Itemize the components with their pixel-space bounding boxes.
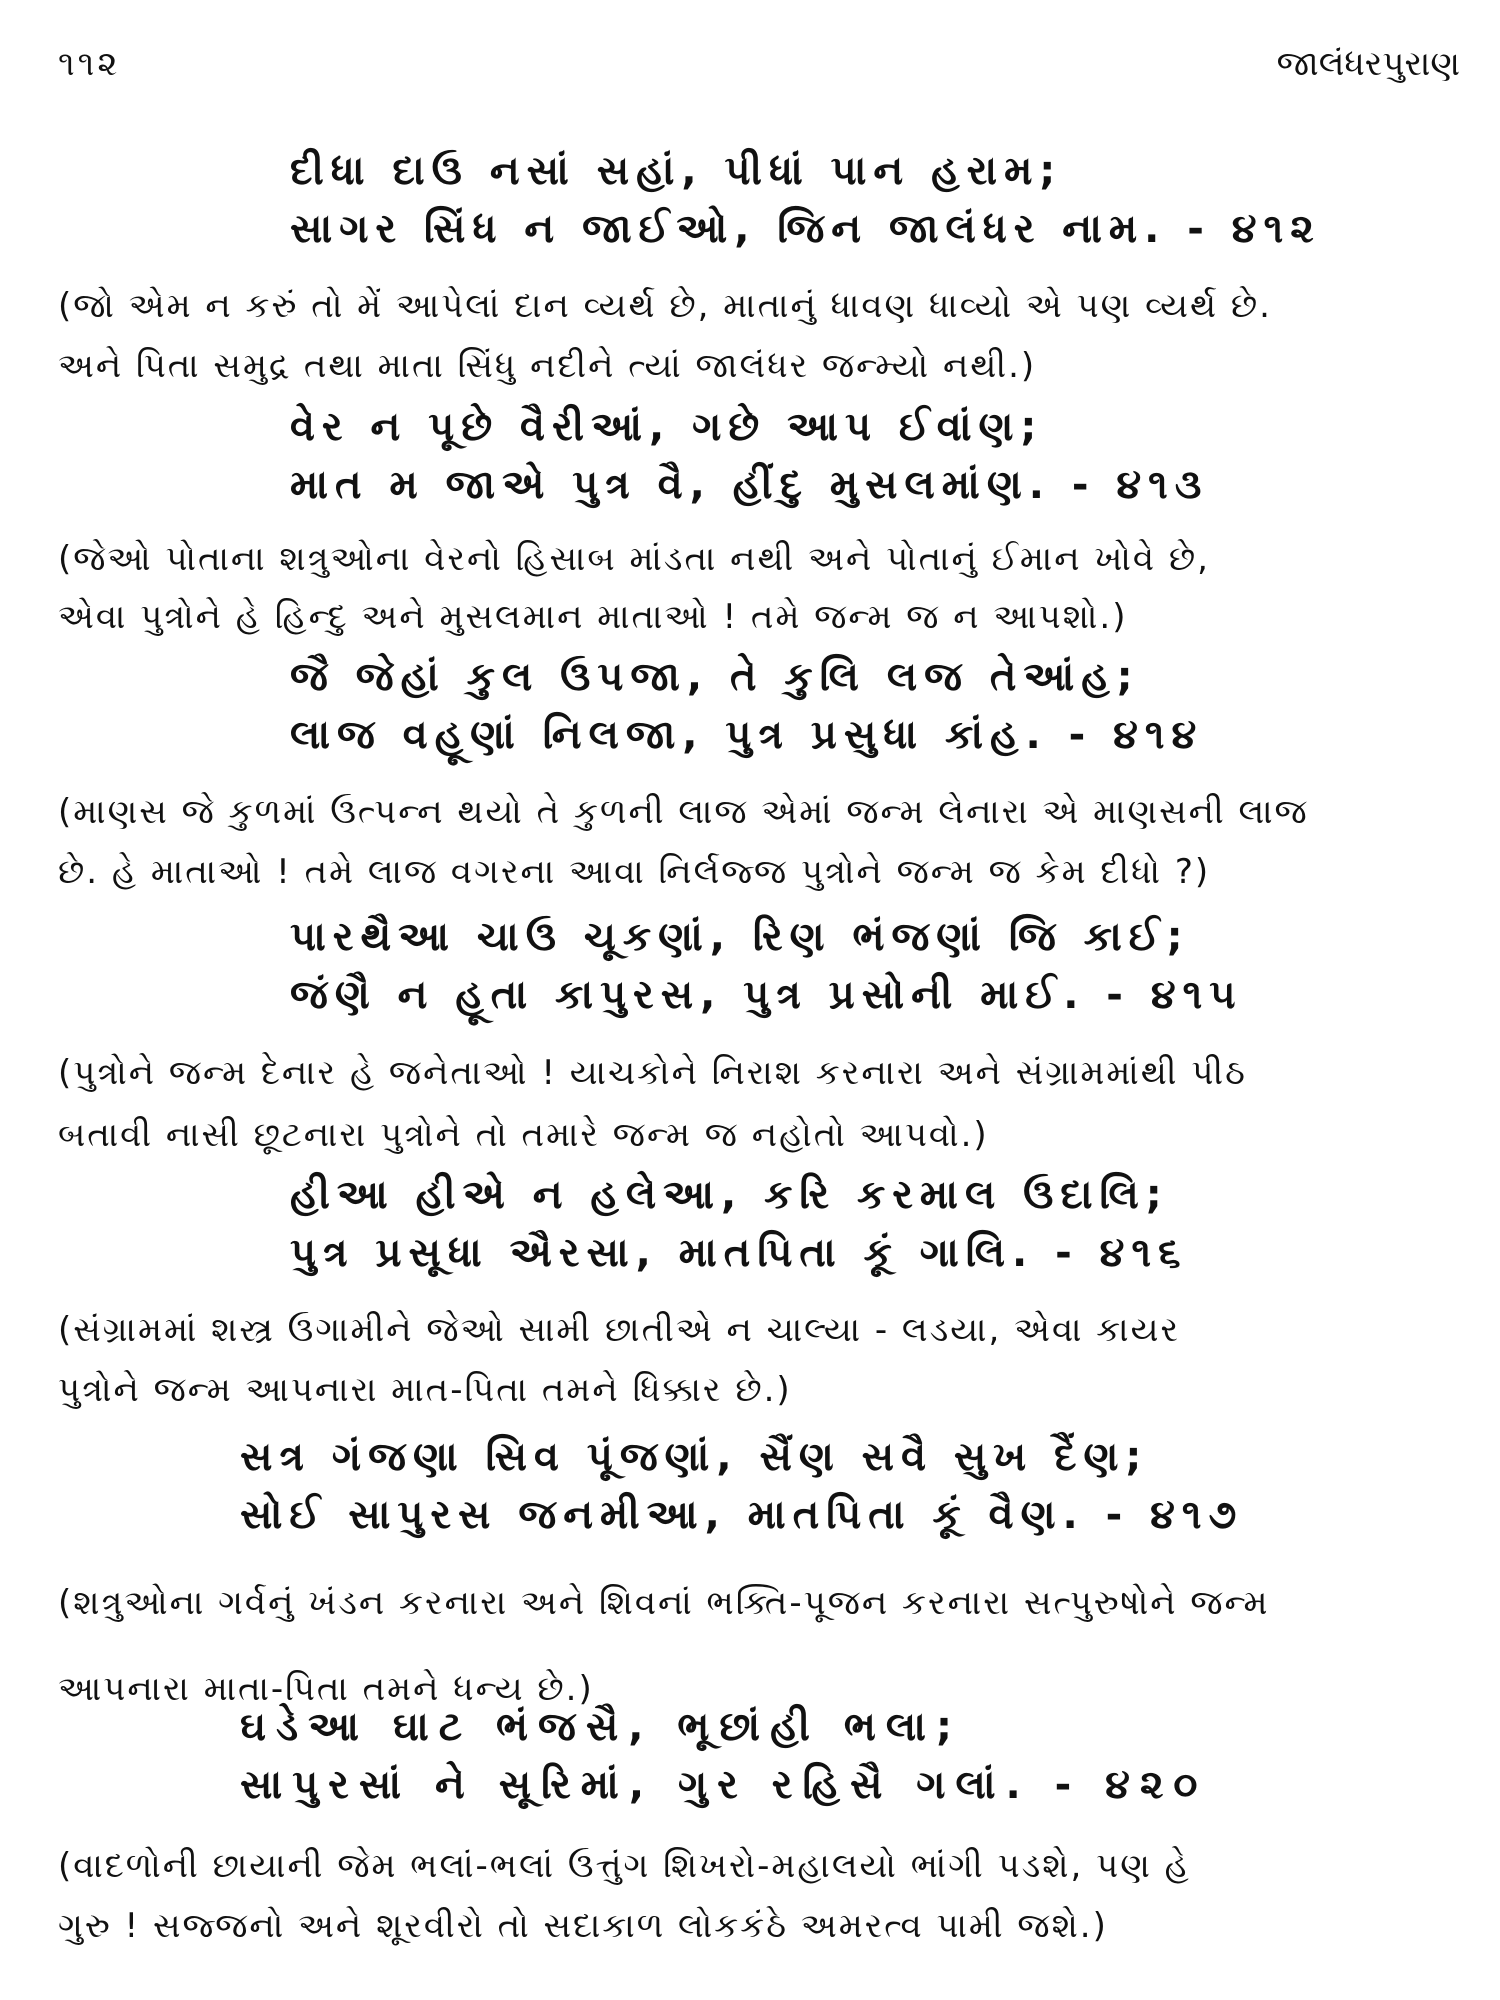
gloss-line: (પુત્રોને જન્મ દેનાર હે જનેતાઓ ! યાચકોને નિરાશ કરનારા અને સંગ્રામમાંથી પીઠ: [58, 1053, 1247, 1093]
verse-gloss-412: [58, 276, 1478, 396]
verse-line: જૈ જેહાં કુલ ઉપજા, તે કુલિ લજ તેઆંહ;: [290, 654, 1140, 700]
gloss-line: એવા પુત્રોને હે હિન્દુ અને મુસલમાન માતાઓ ! તમે જન્મ જ ન આપશો.): [58, 597, 1128, 637]
running-title: જાલંધરપુરાણ: [1276, 44, 1460, 84]
verse-415: [290, 908, 1243, 1024]
verse-gloss-415: [58, 1042, 1478, 1166]
verse-gloss-413: [58, 530, 1478, 646]
verse-414: [290, 648, 1203, 764]
gloss-line: (શત્રુઓના ગર્વનું ખંડન કરનારા અને શિવનાં ભક્તિ-પૂજન કરનારા સત્પુરુષોને જન્મ: [58, 1583, 1270, 1623]
verse-412: [290, 142, 1321, 258]
gloss-line: (માણસ જે કુળમાં ઉત્પન્ન થયો તે કુળની લાજ એમાં જન્મ લેનારા એ માણસની લાજ: [58, 792, 1309, 832]
verse-line: ઘડેઆ ઘાટ ભંજસૈ, ભૂછાંહી ભલા;: [240, 1704, 962, 1750]
verse-line: વેર ન પૂછે વૈરીઆં, ગછે આપ ઈવાંણ;: [290, 404, 1044, 450]
page-header: [58, 44, 1460, 104]
verse-416: [290, 1166, 1187, 1282]
gloss-line: બતાવી નાસી છૂટનારા પુત્રોને તો તમારે જન્મ જ નહોતો આપવો.): [58, 1115, 989, 1155]
verse-line: પારથૈઆ ચાઉ ચૂકણાં, રિણ ભંજણાં જિ કાઈ;: [290, 914, 1190, 960]
verse-line: પુત્ર પ્રસૂધા ઐરસા, માતપિતા કૂં ગાલિ. - ૪૧૬: [290, 1230, 1188, 1276]
gloss-line: (જેઓ પોતાના શત્રુઓના વેરનો હિસાબ માંડતા નથી અને પોતાનું ઈમાન ખોવે છે,: [58, 539, 1210, 579]
verse-gloss-416: [58, 1300, 1478, 1420]
gloss-line: અને પિતા સમુદ્ર તથા માતા સિંધુ નદીને ત્યાં જાલંધર જન્મ્યો નથી.): [58, 346, 1037, 386]
verse-line: માત મ જાએ પુત્ર વૈ, હીંદુ મુસલમાંણ. - ૪૧૩: [290, 462, 1209, 508]
gloss-line: પુત્રોને જન્મ આપનારા માત-પિતા તમને ધિક્કાર છે.): [58, 1370, 792, 1410]
gloss-line: (વાદળોની છાયાની જેમ ભલાં-ભલાં ઉત્તુંગ શિખરો-મહાલયો ભાંગી પડશે, પણ હે: [58, 1846, 1191, 1886]
verse-417: [240, 1428, 1243, 1544]
verse-420: [240, 1698, 1208, 1814]
verse-line: સત્ર ગંજણા સિવ પૂંજણાં, સૈંણ સવૈ સુખ દૈંણ;: [240, 1434, 1149, 1480]
verse-line: હીઆ હીએ ન હલેઆ, કરિ કરમાલ ઉદાલિ;: [290, 1172, 1169, 1218]
verse-line: દીધા દાઉ નસાં સહાં, પીધાં પાન હરામ;: [290, 148, 1063, 194]
gloss-line: આપનારા માતા-પિતા તમને ધન્ય છે.): [58, 1669, 594, 1709]
verse-line: સાગર સિંધ ન જાઈઓ, જિન જાલંધર નામ. - ૪૧૨: [290, 206, 1321, 252]
gloss-line: (સંગ્રામમાં શસ્ત્ર ઉગામીને જેઓ સામી છાતીએ ન ચાલ્યા - લડયા, એવા કાયર: [58, 1310, 1181, 1350]
gloss-line: છે. હે માતાઓ ! તમે લાજ વગરના આવા નિર્લજ્જ પુત્રોને જન્મ જ કેમ દીધો ?): [58, 852, 1211, 892]
verse-line: જંણૈ ન હૂતા કાપુરસ, પુત્ર પ્રસોની માઈ. - ૪૧૫: [290, 972, 1243, 1018]
verse-gloss-420: [58, 1836, 1478, 1956]
verse-line: સાપુરસાં ને સૂરિમાં, ગુર રહિસૈ ગલાં. - ૪૨૦: [240, 1762, 1208, 1808]
verse-413: [290, 398, 1208, 514]
verse-gloss-414: [58, 782, 1478, 902]
page-number: ૧૧૨: [58, 44, 121, 84]
verse-line: સોઈ સાપુરસ જનમીઆ, માતપિતા કૂં વૈણ. - ૪૧૭: [240, 1492, 1244, 1538]
verse-line: લાજ વહૂણાં નિલજા, પુત્ર પ્રસુધા કાંહ. - ૪૧૪: [290, 712, 1204, 758]
gloss-line: (જો એમ ન કરું તો મેં આપેલાં દાન વ્યર્થ છે, માતાનું ધાવણ ધાવ્યો એ પણ વ્યર્થ છે.: [58, 286, 1272, 326]
gloss-line: ગુરુ ! સજ્જનો અને શૂરવીરો તો સદાકાળ લોકકંઠે અમરત્વ પામી જશે.): [58, 1906, 1108, 1946]
